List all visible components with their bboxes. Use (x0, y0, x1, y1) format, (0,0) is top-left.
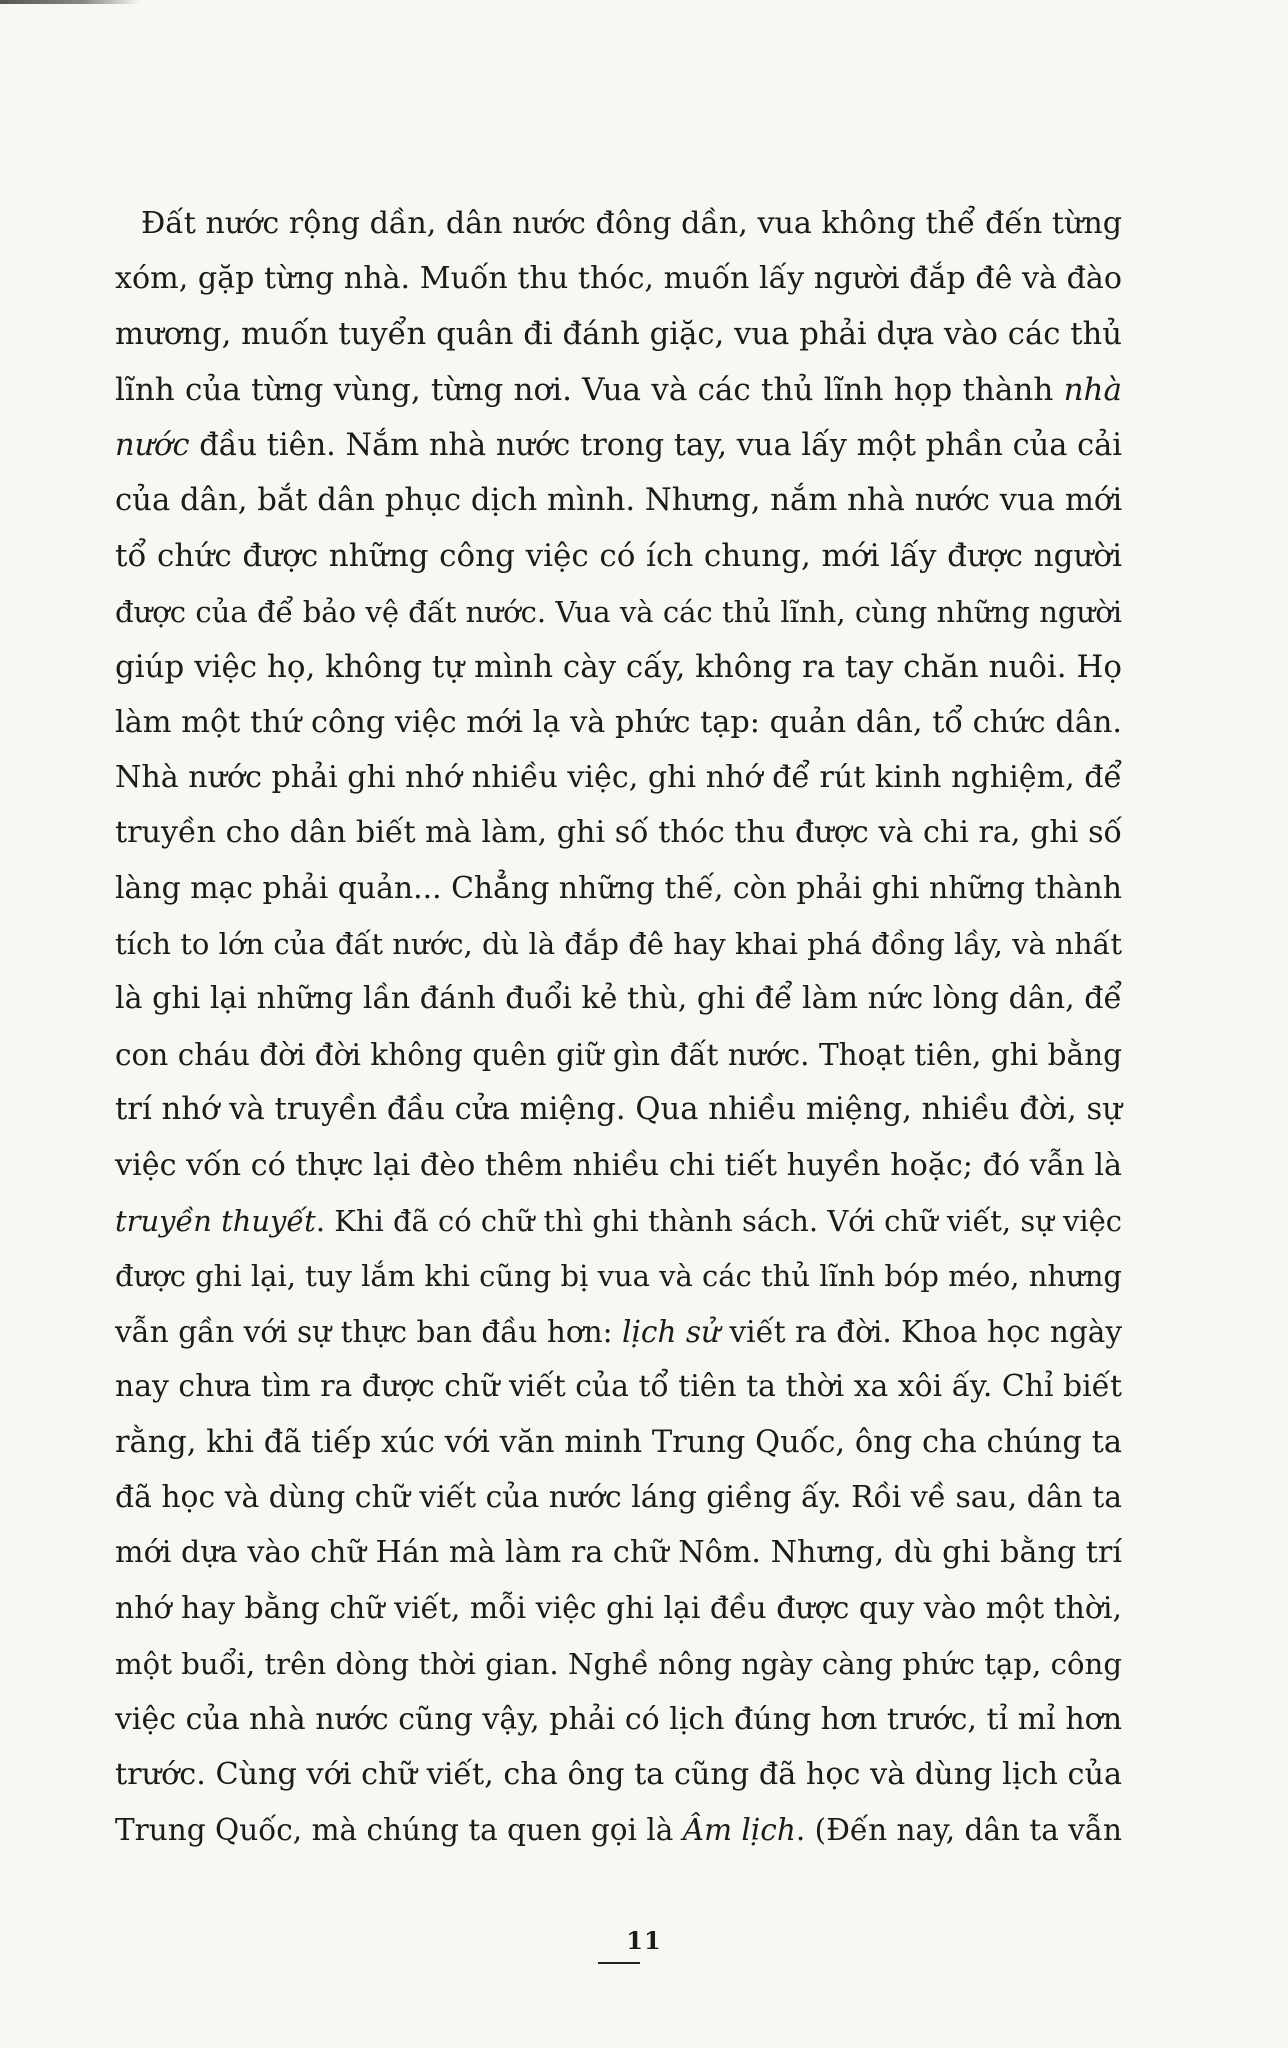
text-line (115, 1806, 1122, 1861)
text-segment: tổ chức được những công việc có ích chung, mới lấy được người (115, 538, 1122, 575)
text-segment: một buổi, trên dòng thời gian. Nghề nông ngày càng phức tạp, công (115, 1647, 1122, 1682)
text-line (115, 699, 1122, 754)
text-line (115, 1696, 1122, 1751)
text-segment: mới dựa vào chữ Hán mà làm ra chữ Nôm. Nhưng, dù ghi bằng trí (115, 1535, 1122, 1571)
text-segment: tích to lớn của đất nước, dù là đắp đê hay khai phá đồng lầy, và nhất (115, 927, 1122, 962)
italic-term: Âm lịch (682, 1813, 796, 1848)
text-segment: làm một thứ công việc mới lạ và phức tạp: quản dân, tổ chức dân. (115, 704, 1122, 740)
text-segment: đã học và dùng chữ viết của nước láng giềng ấy. Rồi về sau, dân ta (115, 1479, 1122, 1515)
text-line (115, 1363, 1122, 1418)
text-segment: việc của nhà nước cũng vậy, phải có lịch đúng hơn trước, tỉ mỉ hơn (115, 1701, 1122, 1737)
text-line (115, 588, 1122, 643)
text-line (115, 1751, 1122, 1806)
top-edge-mark (0, 0, 140, 4)
body-paragraph (115, 200, 1122, 1862)
text-line (115, 1031, 1122, 1086)
text-line (115, 920, 1122, 975)
text-line (115, 1197, 1122, 1252)
text-segment: con cháu đời đời không quên giữ gìn đất nước. Thoạt tiên, ghi bằng (115, 1037, 1122, 1072)
text-segment: vẫn gần với sự thực ban đầu hơn: (115, 1314, 623, 1349)
text-segment: . (Đến nay, dân ta vẫn (795, 1813, 1122, 1848)
text-line (115, 422, 1122, 477)
text-segment: được của để bảo vệ đất nước. Vua và các thủ lĩnh, cùng những người (115, 594, 1122, 629)
text-segment: Nhà nước phải ghi nhớ nhiều việc, ghi nhớ để rút kinh nghiệm, để (115, 759, 1123, 795)
text-segment: lĩnh của từng vùng, từng nơi. Vua và các thủ lĩnh họp thành (115, 372, 1064, 409)
italic-term: lịch sử (622, 1314, 721, 1349)
text-line (115, 200, 1122, 255)
italic-term: truyền thuyết (115, 1204, 316, 1239)
text-segment: viết ra đời. Khoa học ngày (720, 1314, 1122, 1349)
italic-term: nước (115, 427, 190, 463)
text-line (115, 366, 1122, 421)
text-line (115, 1585, 1122, 1640)
text-line (115, 1419, 1122, 1474)
text-segment: trí nhớ và truyền đầu cửa miệng. Qua nhiều miệng, nhiều đời, sự (115, 1092, 1122, 1128)
text-segment: xóm, gặp từng nhà. Muốn thu thóc, muốn lấy người đắp đê và đào (115, 261, 1122, 297)
text-segment: Đất nước rộng dần, dân nước đông dần, vua không thể đến từng (141, 206, 1122, 241)
text-line (115, 865, 1122, 920)
text-line (115, 1308, 1122, 1363)
text-line (115, 809, 1122, 864)
text-line (115, 311, 1122, 366)
text-line (115, 975, 1122, 1030)
text-line (115, 1086, 1122, 1141)
text-line (115, 532, 1122, 587)
text-segment: được ghi lại, tuy lắm khi cũng bị vua và các thủ lĩnh bóp méo, nhưng (115, 1259, 1122, 1294)
text-segment: nay chưa tìm ra được chữ viết của tổ tiên ta thời xa xôi ấy. Chỉ biết (115, 1369, 1122, 1405)
text-line (115, 1474, 1122, 1529)
text-line (115, 1252, 1122, 1307)
text-segment: truyền cho dân biết mà làm, ghi số thóc thu được và chi ra, ghi số (115, 815, 1122, 851)
text-segment: của dân, bắt dân phục dịch mình. Nhưng, nắm nhà nước vua mới (115, 482, 1123, 518)
text-segment: đầu tiên. Nắm nhà nước trong tay, vua lấy một phần của cải (189, 427, 1122, 463)
text-segment: rằng, khi đã tiếp xúc với văn minh Trung Quốc, ông cha chúng ta (115, 1424, 1122, 1460)
text-segment: mương, muốn tuyển quân đi đánh giặc, vua phải dựa vào các thủ (115, 316, 1122, 352)
text-line (115, 754, 1122, 809)
text-segment: . Khi đã có chữ thì ghi thành sách. Với chữ viết, sự việc (315, 1204, 1122, 1239)
text-segment: việc vốn có thực lại đèo thêm nhiều chi tiết huyền hoặc; đó vẫn là (115, 1147, 1122, 1183)
page-number: 11 (626, 1926, 662, 1955)
text-segment: trước. Cùng với chữ viết, cha ông ta cũng đã học và dùng lịch của (115, 1756, 1122, 1792)
text-segment: giúp việc họ, không tự mình cày cấy, không ra tay chăn nuôi. Họ (115, 649, 1122, 686)
text-segment: Trung Quốc, mà chúng ta quen gọi là (115, 1813, 683, 1848)
page-number-rule (598, 1962, 640, 1964)
text-line (115, 643, 1122, 698)
text-line (115, 1142, 1122, 1197)
text-line (115, 477, 1122, 532)
text-segment: nhớ hay bằng chữ viết, mỗi việc ghi lại đều được quy vào một thời, (115, 1590, 1122, 1626)
text-line (115, 1640, 1122, 1695)
italic-term: nhà (1063, 372, 1122, 409)
text-line (115, 255, 1122, 310)
text-segment: là ghi lại những lần đánh đuổi kẻ thù, ghi để làm nức lòng dân, để (115, 981, 1122, 1017)
page-footer (0, 1926, 1288, 1955)
text-line (115, 1529, 1122, 1584)
text-segment: làng mạc phải quản... Chẳng những thế, còn phải ghi những thành (115, 870, 1122, 906)
